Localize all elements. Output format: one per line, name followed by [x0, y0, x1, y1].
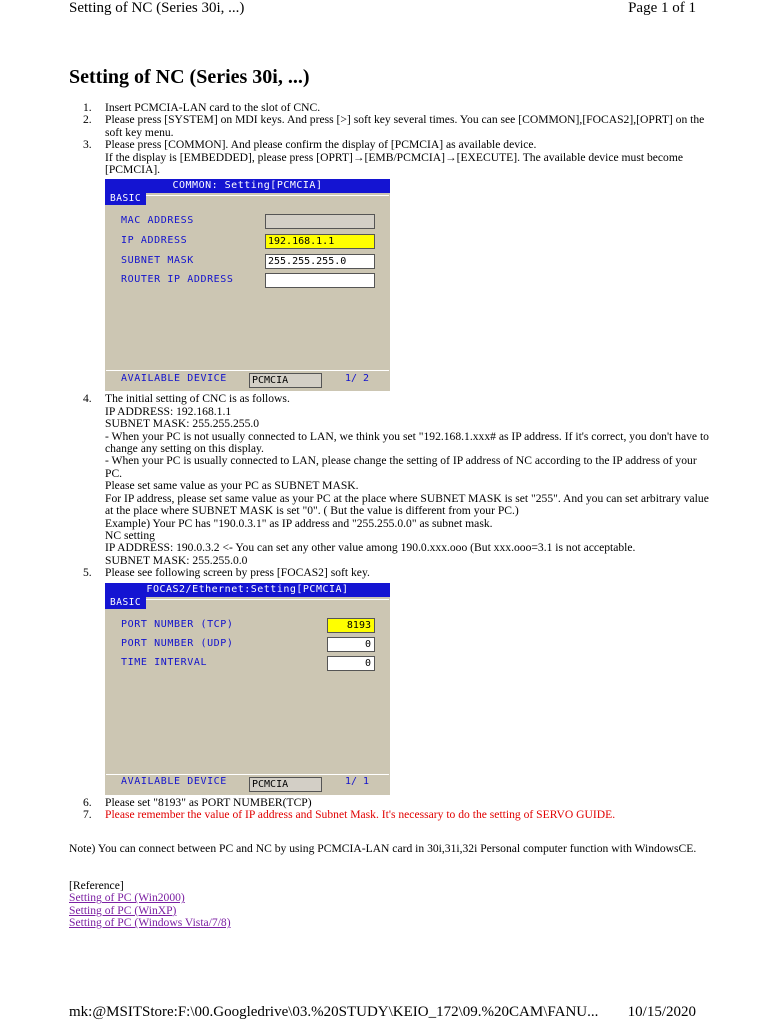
mac-address-field[interactable]: [265, 214, 375, 229]
step-text: The initial setting of CNC is as follows.: [105, 392, 290, 406]
subnet-mask-label: SUBNET MASK: [121, 255, 194, 267]
screen-page-indicator: 1/ 1: [345, 776, 370, 788]
step-text: Please set same value as your PC as SUBNET MASK.: [105, 479, 359, 493]
cnc-section-label: BASIC: [105, 597, 146, 609]
cnc-common-setting-screen: [105, 179, 390, 391]
page-title: Setting of NC (Series 30i, ...): [69, 66, 310, 88]
step-text: If the display is [EMBEDDED], please press [OPRT]→[EMB/PCMCIA]→[EXECUTE]. The available device must become [PCMCIA].: [105, 150, 684, 177]
port-number-udp-field[interactable]: 0: [327, 637, 375, 652]
step-4: [69, 393, 709, 567]
step-number: 4.: [83, 392, 92, 406]
step-text: For IP address, please set same value as your PC at the place where SUBNET MASK is set "255". And you can set arbitrary value at the place where SUBNET MASK is set "0". ( But the value is different from your PC.): [105, 491, 709, 518]
step-text: IP ADDRESS: 192.168.1.1: [105, 404, 232, 418]
time-interval-label: TIME INTERVAL: [121, 656, 208, 668]
step-2: [69, 114, 709, 139]
step-text: Please press [COMMON]. And please confirm the display of [PCMCIA] as available device.: [105, 138, 537, 152]
step-text: Insert PCMCIA-LAN card to the slot of CNC.: [105, 101, 321, 114]
note-text: Note) You can connect between PC and NC by using PCMCIA-LAN card in 30i,31i,32i Personal computer function with WindowsCE.: [69, 842, 697, 855]
link-setting-pc-win2000[interactable]: Setting of PC (Win2000): [69, 891, 185, 905]
link-setting-pc-winxp[interactable]: Setting of PC (WinXP): [69, 903, 177, 917]
cnc-screen-title: COMMON: Setting[PCMCIA]: [105, 179, 390, 193]
step-text: Please see following screen by press [FOCAS2] soft key.: [105, 566, 370, 580]
header-page-number: Page 1 of 1: [628, 0, 696, 16]
available-device-label: AVAILABLE DEVICE: [121, 776, 227, 788]
available-device-label: AVAILABLE DEVICE: [121, 373, 227, 385]
step-text: SUBNET MASK: 255.255.0.0: [105, 553, 248, 567]
step-text: - When your PC is usually connected to LAN, please change the setting of IP address of NC according to the IP address of your PC.: [105, 454, 697, 480]
ip-address-label: IP ADDRESS: [121, 235, 188, 247]
footer-date: 10/15/2020: [627, 1004, 696, 1020]
reference-label: [Reference]: [69, 879, 124, 892]
step-text: SUBNET MASK: 255.255.255.0: [105, 417, 260, 431]
cnc-screen-title: FOCAS2/Ethernet:Setting[PCMCIA]: [105, 583, 390, 597]
step-number: 7.: [83, 807, 92, 821]
port-number-tcp-label: PORT NUMBER (TCP): [121, 618, 234, 630]
time-interval-field[interactable]: 0: [327, 656, 375, 671]
link-setting-pc-windows-vista-7-8[interactable]: Setting of PC (Windows Vista/7/8): [69, 916, 231, 930]
step-number: 2.: [83, 113, 92, 127]
screen-page-indicator: 1/ 2: [345, 373, 370, 385]
step-5: [69, 567, 709, 794]
header-doc-title: Setting of NC (Series 30i, ...): [69, 0, 245, 16]
step-text: IP ADDRESS: 190.0.3.2 <- You can set any other value among 190.0.xxx.ooo (But xxx.ooo=3.1 is not acceptable.: [105, 541, 636, 555]
available-device-field[interactable]: PCMCIA: [249, 373, 322, 388]
reference-section: [69, 880, 231, 930]
step-text: Please press [SYSTEM] on MDI keys. And press [>] soft key several times. You can see [COMMON],[FOCAS2],[OPRT] on the soft key menu.: [105, 113, 705, 139]
step-number: 1.: [83, 101, 92, 114]
cnc-section-label: BASIC: [105, 193, 146, 205]
step-text: - When your PC is not usually connected to LAN, we think you set "192.168.1.xxx# as IP address. If it's correct, you don't have to change any setting on this display.: [105, 429, 709, 456]
mac-address-label: MAC ADDRESS: [121, 215, 194, 227]
step-text: Example) Your PC has "190.0.3.1" as IP address and "255.255.0.0" as subnet mask.: [105, 516, 493, 530]
step-number: 6.: [83, 795, 92, 809]
footer-source-path: mk:@MSITStore:F:\00.Googledrive\03.%20STUDY\KEIO_172\09.%20CAM\FANU...: [69, 1004, 599, 1020]
steps-list: [69, 102, 709, 821]
router-ip-address-field[interactable]: [265, 273, 375, 288]
available-device-field[interactable]: PCMCIA: [249, 777, 322, 792]
port-number-tcp-field[interactable]: 8193: [327, 618, 375, 633]
step-warning-text: Please remember the value of IP address and Subnet Mask. It's necessary to do the setting of SERVO GUIDE.: [105, 807, 616, 821]
step-number: 5.: [83, 566, 92, 580]
router-ip-address-label: ROUTER IP ADDRESS: [121, 274, 234, 286]
step-text: Please set "8193" as PORT NUMBER(TCP): [105, 795, 312, 809]
port-number-udp-label: PORT NUMBER (UDP): [121, 637, 234, 649]
step-3: [69, 139, 709, 391]
subnet-mask-field[interactable]: 255.255.255.0: [265, 254, 375, 269]
step-7: [69, 809, 709, 821]
step-text: NC setting: [105, 528, 155, 542]
ip-address-field[interactable]: 192.168.1.1: [265, 234, 375, 249]
cnc-focas2-setting-screen: [105, 583, 390, 795]
step-number: 3.: [83, 138, 92, 152]
